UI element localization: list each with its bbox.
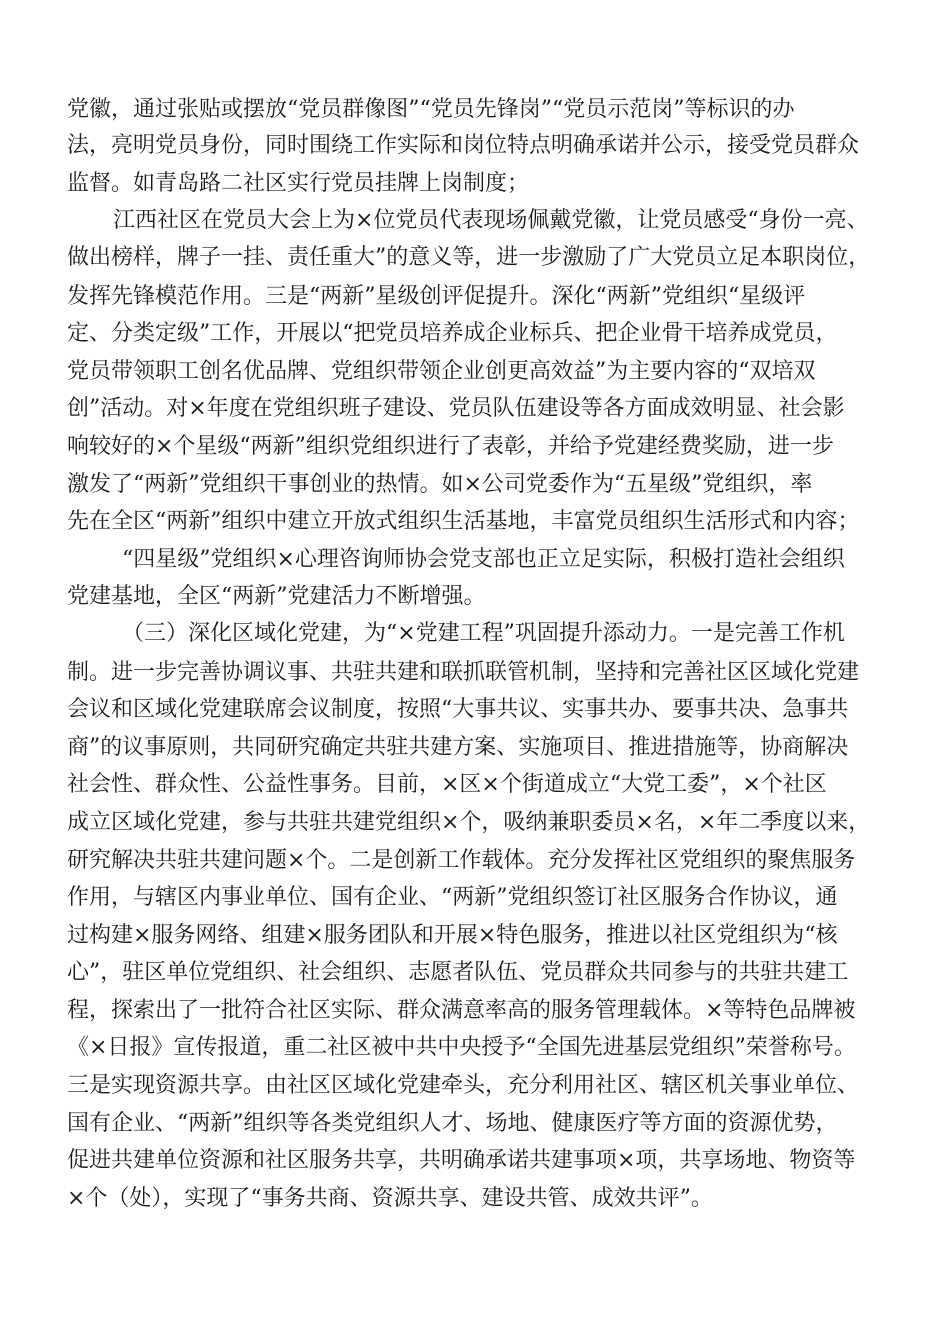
text-line: ×个（处），实现了“事务共商、资源共享、建设共管、成效共评”。 <box>67 1186 713 1211</box>
text-line: 党建基地，全区“两新”党建活力不断增强。 <box>67 584 486 609</box>
text-line: 会议和区域化党建联席会议制度，按照“大事共议、实事共办、要事共决、急事共 <box>67 697 849 722</box>
text-line: 成立区域化党建，参与共驻共建党组织×个，吸纳兼职委员×名，×年二季度以来， <box>67 810 871 835</box>
text-line: 过构建×服务网络、组建×服务团队和开展×特色服务，推进以社区党组织为“核 <box>67 923 838 948</box>
text-line: 商”的议事原则，共同研究确定共驻共建方案、实施项目、推进措施等，协商解决 <box>67 735 849 760</box>
text-line: 先在全区“两新”组织中建立开放式组织生活基地，丰富党员组织生活形式和内容； <box>67 509 860 534</box>
text-line: 党员带领职工创名优品牌、党组织带领企业创更高效益”为主要内容的“双培双 <box>67 359 816 384</box>
text-line: 法，亮明党员身份，同时围绕工作实际和岗位特点明确承诺并公示，接受党员群众 <box>67 133 860 158</box>
text-line: 激发了“两新”党组织干事创业的热情。如×公司党委作为“五星级”党组织，率 <box>67 472 813 497</box>
text-line: 定、分类定级”工作，开展以“把党员培养成企业标兵、把企业骨干培养成党员， <box>67 321 838 346</box>
text-line: 国有企业、“两新”组织等各类党组织人才、场地、健康医疗等方面的资源优势， <box>67 1111 838 1136</box>
text-line: 促进共建单位资源和社区服务共享，共明确承诺共建事项×项，共享场地、物资等 <box>67 1148 856 1173</box>
text-line: 心”，驻区单位党组织、社会组织、志愿者队伍、党员群众共同参与的共驻共建工 <box>67 960 849 985</box>
text-line: 制。进一步完善协调议事、共驻共建和联抓联管机制，坚持和完善社区区域化党建 <box>67 660 860 685</box>
paragraph-start-line: 江西社区在党员大会上为×位党员代表现场佩戴党徽，让党员感受“身份一亮、 <box>113 208 869 233</box>
paragraph-start-line: （三）深化区域化党建，为“×党建工程”巩固提升添动力。一是完善工作机 <box>122 621 845 646</box>
text-line: 创”活动。对×年度在党组织班子建设、党员队伍建设等各方面成效明显、社会影 <box>67 396 845 421</box>
text-line: 社会性、群众性、公益性事务。目前，×区×个街道成立“大党工委”，×个社区 <box>67 772 827 797</box>
text-line: 发挥先锋模范作用。三是“两新”星级创评促提升。深化“两新”党组织“星级评 <box>67 284 806 309</box>
text-line: 研究解决共驻共建问题×个。二是创新工作载体。充分发挥社区党组织的聚焦服务 <box>67 848 856 873</box>
text-line: 作用，与辖区内事业单位、国有企业、“两新”党组织签订社区服务合作协议，通 <box>67 885 838 910</box>
text-line: 监督。如青岛路二社区实行党员挂牌上岗制度； <box>67 171 530 196</box>
text-line: 响较好的×个星级“两新”组织党组织进行了表彰，并给予党建经费奖励，进一步 <box>67 434 834 459</box>
text-line: 党徽，通过张贴或摆放“党员群像图”“党员先锋岗”“党员示范岗”等标识的办 <box>67 97 795 122</box>
paragraph-start-line: “四星级”党组织×心理咨询师协会党支部也正立足实际，积极打造社会组织 <box>122 547 845 572</box>
text-line: 做出榜样，牌子一挂、责任重大”的意义等，进一步激励了广大党员立足本职岗位， <box>67 245 871 270</box>
text-line: 三是实现资源共享。由社区区域化党建牵头，充分利用社区、辖区机关事业单位、 <box>67 1073 860 1098</box>
text-line: 《×日报》宣传报道，重二社区被中共中央授予“全国先进基层党组织”荣誉称号。 <box>67 1035 856 1060</box>
text-line: 程，探索出了一批符合社区实际、群众满意率高的服务管理载体。×等特色品牌被 <box>67 998 856 1023</box>
